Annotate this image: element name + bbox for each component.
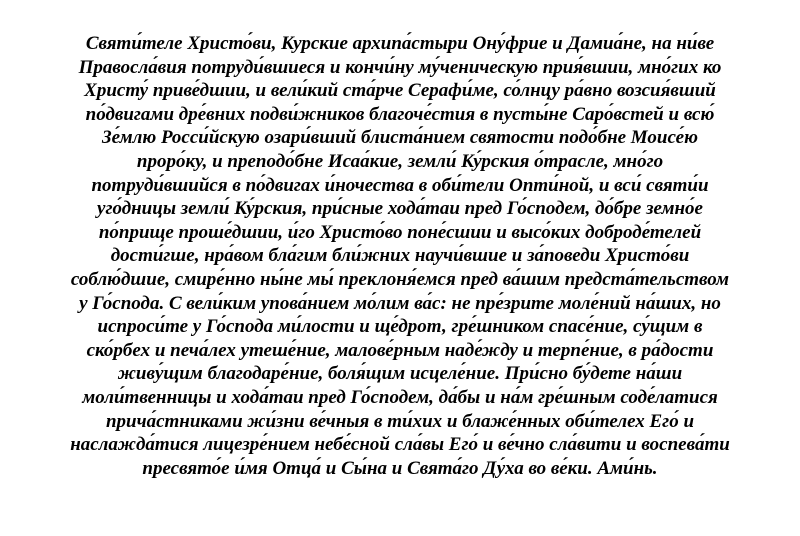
- text-line: дости́гше, нра́вом бла́гим бли́жних научи́вшие и за́поведи Христо́ви: [110, 245, 690, 267]
- text-line: у Го́спода. С вели́ким упова́нием мо́лим ва́с: не пре́зрите моле́ний на́ших, но: [79, 292, 721, 314]
- text-line: прича́стниками жи́зни ве́чныя в ти́хих и блаже́нных оби́телех Его́ и: [105, 410, 695, 432]
- text-line: живу́щим благодаре́ние, боля́щим исцеле́ние. При́сно бу́дете на́ши: [117, 363, 683, 385]
- text-line: ско́рбех и печа́лех утеше́ние, малове́рным наде́жду и терпе́ние, в ра́дости: [86, 339, 714, 361]
- text-line: моли́твенницы и хода́таи пред Го́сподем, да́бы и на́м гре́шным соде́латися: [82, 386, 718, 408]
- text-line: соблю́дшие, смире́нно ны́не мы́ преклоня́емся пред ва́шим предста́тельством: [70, 268, 730, 290]
- text-line: Христу́ приве́дшии, и вели́кий ста́рче Серафи́ме, со́лнцу ра́вно возсия́вший: [84, 80, 716, 102]
- text-line: по́прище проше́дшии, и́го Христо́во поне́сшии и высо́ких доброде́телей: [98, 221, 702, 243]
- text-line: пресвято́е и́мя Отца́ и Сы́на и Свята́го Ду́ха во ве́ки. Ами́нь.: [142, 457, 658, 479]
- text-line: Зе́млю Росси́йскую озари́вший блиста́нием святости подо́бне Моисе́ю: [101, 127, 698, 149]
- text-line: наслажда́тися лицезре́нием небе́сной сла́вы Его́ и ве́чно сла́вити и воспева́ти: [70, 434, 730, 456]
- text-line: по́двигами дре́вних подви́жников благоче́стия в пусты́не Саро́встей и всю́: [85, 103, 715, 125]
- text-line: испроси́те у Го́спода ми́лости и ще́дрот, гре́шником спасе́ние, су́щим в: [97, 316, 703, 338]
- text-line: уго́дницы земли́ Ку́рския, при́сные хода́таи пред Го́сподем, до́бре земно́е: [97, 198, 703, 220]
- prayer-text: [28, 32, 772, 480]
- text-line: потруди́вшийся в по́двигах и́ночества в оби́тели Опти́ной, и вси́ святи́и: [91, 174, 709, 196]
- text-line: Правосла́вия потруди́вшиеся и кончи́ну му́ченическую прия́вшии, мно́гих ко: [78, 56, 722, 78]
- text-line: проро́ку, и преподо́бне Исаа́кие, земли́ Ку́рския о́трасле, мно́го: [136, 150, 664, 172]
- text-line: Святи́теле Христо́ви, Курские архипа́стыри Ону́фрие и Дамиа́не, на ни́ве: [85, 33, 715, 54]
